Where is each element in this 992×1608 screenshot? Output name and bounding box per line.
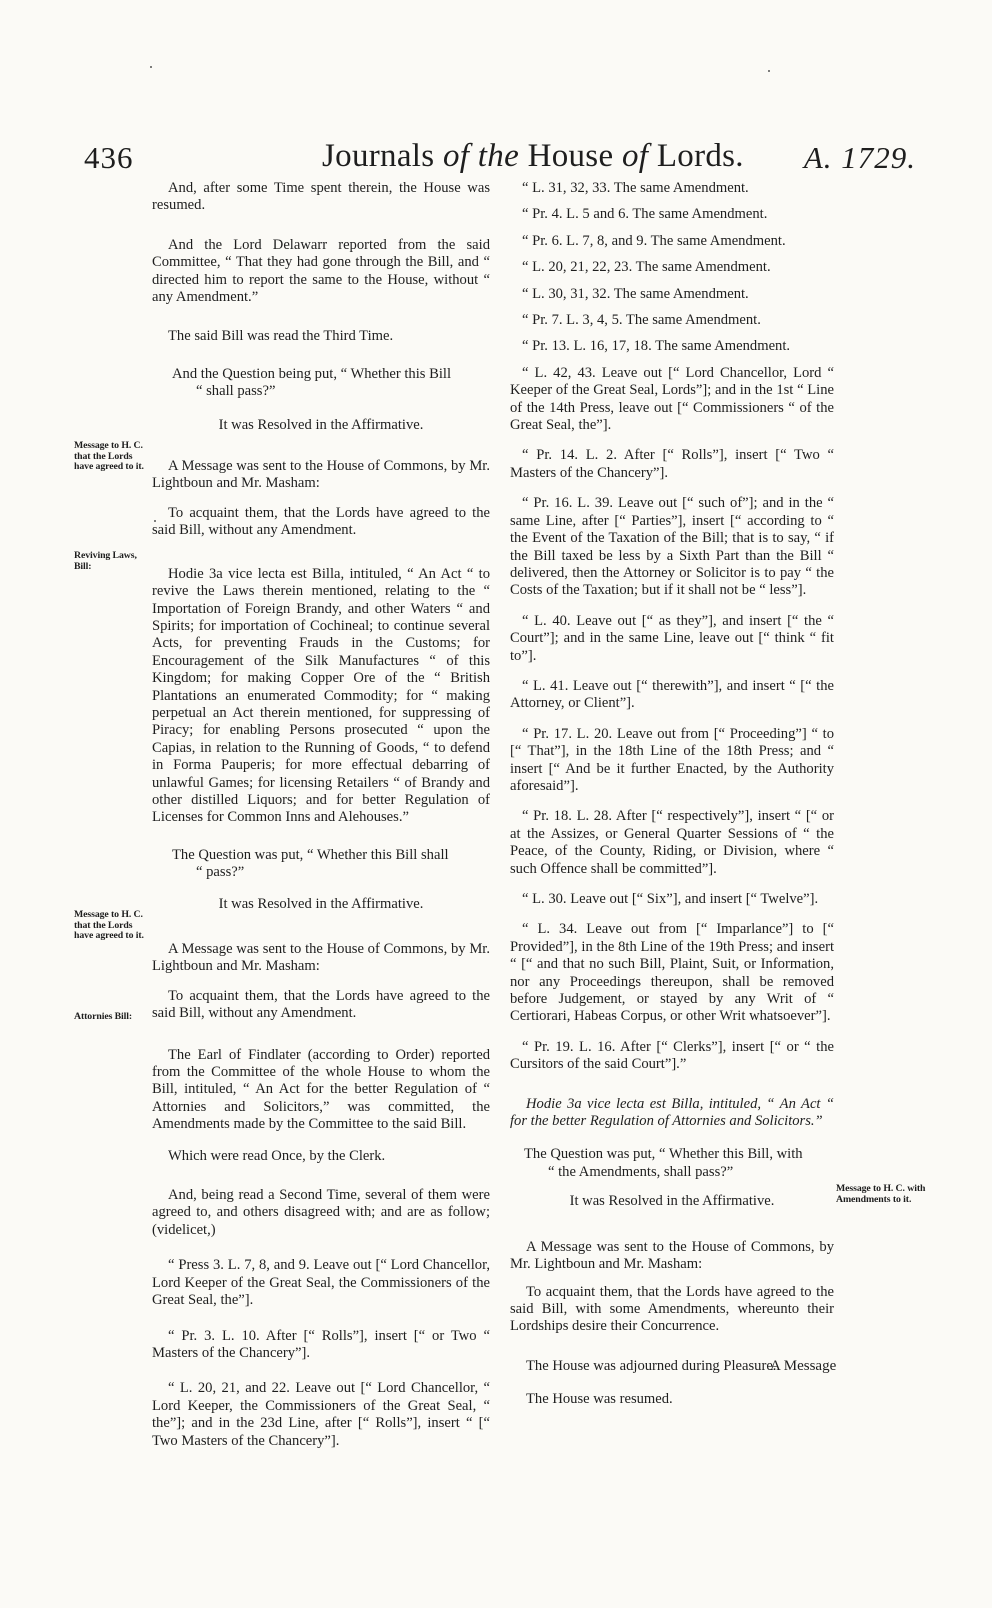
amendment: “ L. 42, 43. Leave out [“ Lord Chancellor, Lord “ Keeper of the Great Seal, Lords”]; and in the 1st “ Line of the 14th Press, leave out [“ Commissioners “ of the Great Seal, the”]. bbox=[510, 364, 834, 434]
paragraph: The House was adjourned during Pleasure. bbox=[526, 1357, 777, 1374]
ink-speck bbox=[154, 520, 156, 522]
title-word: Journals bbox=[322, 138, 435, 174]
title-word: of bbox=[621, 138, 649, 174]
resolution: It was Resolved in the Affirmative. bbox=[569, 1193, 775, 1210]
page-number: 436 bbox=[84, 140, 134, 175]
amendment: “ Pr. 13. L. 16, 17, 18. The same Amendment. bbox=[522, 338, 791, 355]
margin-note: Message to H. C. that the Lords have agreed to it. bbox=[74, 440, 144, 473]
amendment: “ Pr. 17. L. 20. Leave out from [“ Proceeding”] “ to [“ That”], in the 18th Line of the 18th Press; and “ insert [“ And be it further Enacted, by the Authority aforesaid”]. bbox=[510, 725, 834, 794]
amendment: “ L. 20, 21, and 22. Leave out [“ Lord Chancellor, “ Lord Keeper, the Commissioners of the Great Seal, “ the”]; and in the 23d Line, after [“ Rolls”], insert “ [“ Two Masters of the Chancery”]. bbox=[152, 1380, 490, 1449]
resolution: It was Resolved in the Affirmative. bbox=[218, 416, 424, 433]
question-line: The Question was put, “ Whether this Bill, with bbox=[524, 1146, 803, 1163]
question-line: And the Question being put, “ Whether this Bill bbox=[172, 365, 451, 382]
paragraph: Hodie 3a vice lecta est Billa, intituled, “ An Act “ to revive the Laws therein mentioned, relating to the “ Importation of Foreign Brandy, and other Waters “ and Spirits; for importation of Cochineal; to continue several Acts, for preventing Frauds in the Customs; for Encouragement of the Silk Manufactures “ of this Kingdom; for making Copper Ore of the “ British Plantations an enumerated Commodity; for “ making perpetual an Act therein mentioned, for suppressing of Piracy; for enabling Persons prosecuted “ upon the Capias, in relation to the Running of Goods, “ to defend in Forma Pauperis; for more effectual debarring of unlawful Games; for licensing Retailers “ of Brandy and other distilled Liquors; and for better Regulation of Licenses for Common Inns and Alehouses.” bbox=[152, 565, 490, 826]
ink-speck bbox=[768, 70, 770, 72]
amendment: “ Pr. 6. L. 7, 8, and 9. The same Amendment. bbox=[522, 232, 786, 249]
paragraph: And, being read a Second Time, several of them were agreed to, and others disagreed with; and are as follow; (videlicet,) bbox=[152, 1187, 490, 1238]
paragraph: The House was resumed. bbox=[526, 1391, 673, 1408]
catchword: A Message bbox=[770, 1358, 837, 1374]
margin-note: Reviving Laws, Bill: bbox=[74, 550, 137, 572]
amendment: “ Pr. 4. L. 5 and 6. The same Amendment. bbox=[522, 206, 768, 223]
running-title bbox=[322, 138, 744, 175]
paragraph: A Message was sent to the House of Commons, by Mr. Lightboun and Mr. Masham: bbox=[152, 941, 490, 975]
amendment: “ L. 41. Leave out [“ therewith”], and insert “ [“ the Attorney, or Client”]. bbox=[510, 677, 834, 712]
paragraph: The Earl of Findlater (according to Order) reported from the Committee of the whole House to whom the Bill, intituled, “ An Act for the better Regulation of “ Attornies and Solicitors,” was committed, the Amendments made by the Committee to the said Bill. bbox=[152, 1046, 490, 1133]
amendment: “ Pr. 3. L. 10. After [“ Rolls”], insert [“ or Two “ Masters of the Chancery”]. bbox=[152, 1327, 490, 1361]
question-line: “ pass?” bbox=[196, 864, 245, 881]
margin-note: Message to H. C. with Amendments to it. bbox=[836, 1183, 926, 1205]
amendment: “ Pr. 16. L. 39. Leave out [“ such of”]; and in the “ same Line, after [“ Parties”], insert [“ according to “ the Event of the Taxation of the Bill; that is to say, “ if the Bill taxed be less by a Sixth Part than the Bill “ delivered, then the Attorney or Solicitor is to pay “ the Costs of the Taxation; but if it shall not be “ less”]. bbox=[510, 495, 834, 599]
amendment: “ Pr. 19. L. 16. After [“ Clerks”], insert [“ or “ the Cursitors of the said Court”].” bbox=[510, 1038, 834, 1073]
amendment: “ L. 20, 21, 22, 23. The same Amendment. bbox=[522, 259, 771, 276]
amendment: “ Pr. 14. L. 2. After [“ Rolls”], insert [“ Two “ Masters of the Chancery”]. bbox=[510, 447, 834, 481]
resolution: It was Resolved in the Affirmative. bbox=[218, 895, 424, 912]
amendment: “ Press 3. L. 7, 8, and 9. Leave out [“ Lord Chancellor, Lord Keeper of the Great Seal, the Commissioners of the Great Seal, the”]. bbox=[152, 1257, 490, 1309]
amendment: “ L. 31, 32, 33. The same Amendment. bbox=[522, 180, 749, 196]
paragraph: To acquaint them, that the Lords have agreed to the said Bill, without any Amendment. bbox=[152, 987, 490, 1022]
paragraph: To acquaint them, that the Lords have agreed to the said Bill, without any Amendment. bbox=[152, 504, 490, 539]
amendment: “ L. 30, 31, 32. The same Amendment. bbox=[522, 285, 749, 302]
page-year: A. 1729. bbox=[803, 140, 916, 175]
ink-speck bbox=[150, 66, 152, 68]
title-word: Lords. bbox=[656, 138, 744, 174]
question bbox=[172, 366, 490, 401]
amendment: “ Pr. 7. L. 3, 4, 5. The same Amendment. bbox=[522, 312, 761, 329]
paragraph: The said Bill was read the Third Time. bbox=[168, 328, 394, 345]
amendment: “ L. 34. Leave out from [“ Imparlance”] to [“ Provided”], in the 8th Line of the 19th Press; and insert “ [“ and that no such Bill, Plaint, Suit, or Information, nor any Proceedings thereupon, shall be removed before Judgement, or stayed by any Writ of “ Certiorari, Habeas Corpus, or other Writ whatsoever”]. bbox=[510, 921, 834, 1025]
title-word: the bbox=[477, 138, 520, 174]
paragraph: And the Lord Delawarr reported from the said Committee, “ That they had gone through the Bill, and “ directed him to report the same to the House, without “ any Amendment.” bbox=[152, 236, 490, 306]
question bbox=[172, 847, 490, 882]
left-column bbox=[152, 180, 490, 1450]
paragraph: A Message was sent to the House of Commons, by Mr. Lightboun and Mr. Masham: bbox=[152, 458, 490, 492]
paragraph: To acquaint them, that the Lords have agreed to the said Bill, with some Amendments, whereunto their Lordships desire their Concurrence. bbox=[510, 1283, 834, 1335]
paragraph: And, after some Time spent therein, the House was resumed. bbox=[152, 180, 490, 214]
title-word: of bbox=[442, 138, 470, 174]
title-word: House bbox=[527, 138, 614, 174]
question-line: “ shall pass?” bbox=[196, 383, 276, 400]
margin-note: Message to H. C. that the Lords have agreed to it. bbox=[74, 909, 144, 942]
paragraph: A Message was sent to the House of Commons, by Mr. Lightboun and Mr. Masham: bbox=[510, 1238, 834, 1273]
amendment: “ Pr. 18. L. 28. After [“ respectively”], insert “ [“ or at the Assizes, or General Quarter Sessions of “ the Peace, of the County, Riding, or Division, where “ such Offence shall be committed”]. bbox=[510, 808, 834, 877]
amendment: “ L. 40. Leave out [“ as they”], and insert [“ the “ Court”]; and in the same Line, leave out [“ think “ fit to”]. bbox=[510, 612, 834, 664]
right-column bbox=[510, 180, 837, 1409]
paragraph: Hodie 3a vice lecta est Billa, intituled, “ An Act “ for the better Regulation of Attornies and Solicitors.” bbox=[510, 1095, 834, 1130]
paragraph: Which were read Once, by the Clerk. bbox=[168, 1147, 386, 1164]
question bbox=[524, 1146, 834, 1181]
question-line: “ the Amendments, shall pass?” bbox=[548, 1163, 734, 1180]
amendment: “ L. 30. Leave out [“ Six”], and insert [“ Twelve”]. bbox=[522, 891, 819, 907]
margin-note: Attornies Bill: bbox=[74, 1011, 133, 1022]
page-header bbox=[84, 136, 916, 182]
question-line: The Question was put, “ Whether this Bill shall bbox=[172, 846, 449, 863]
